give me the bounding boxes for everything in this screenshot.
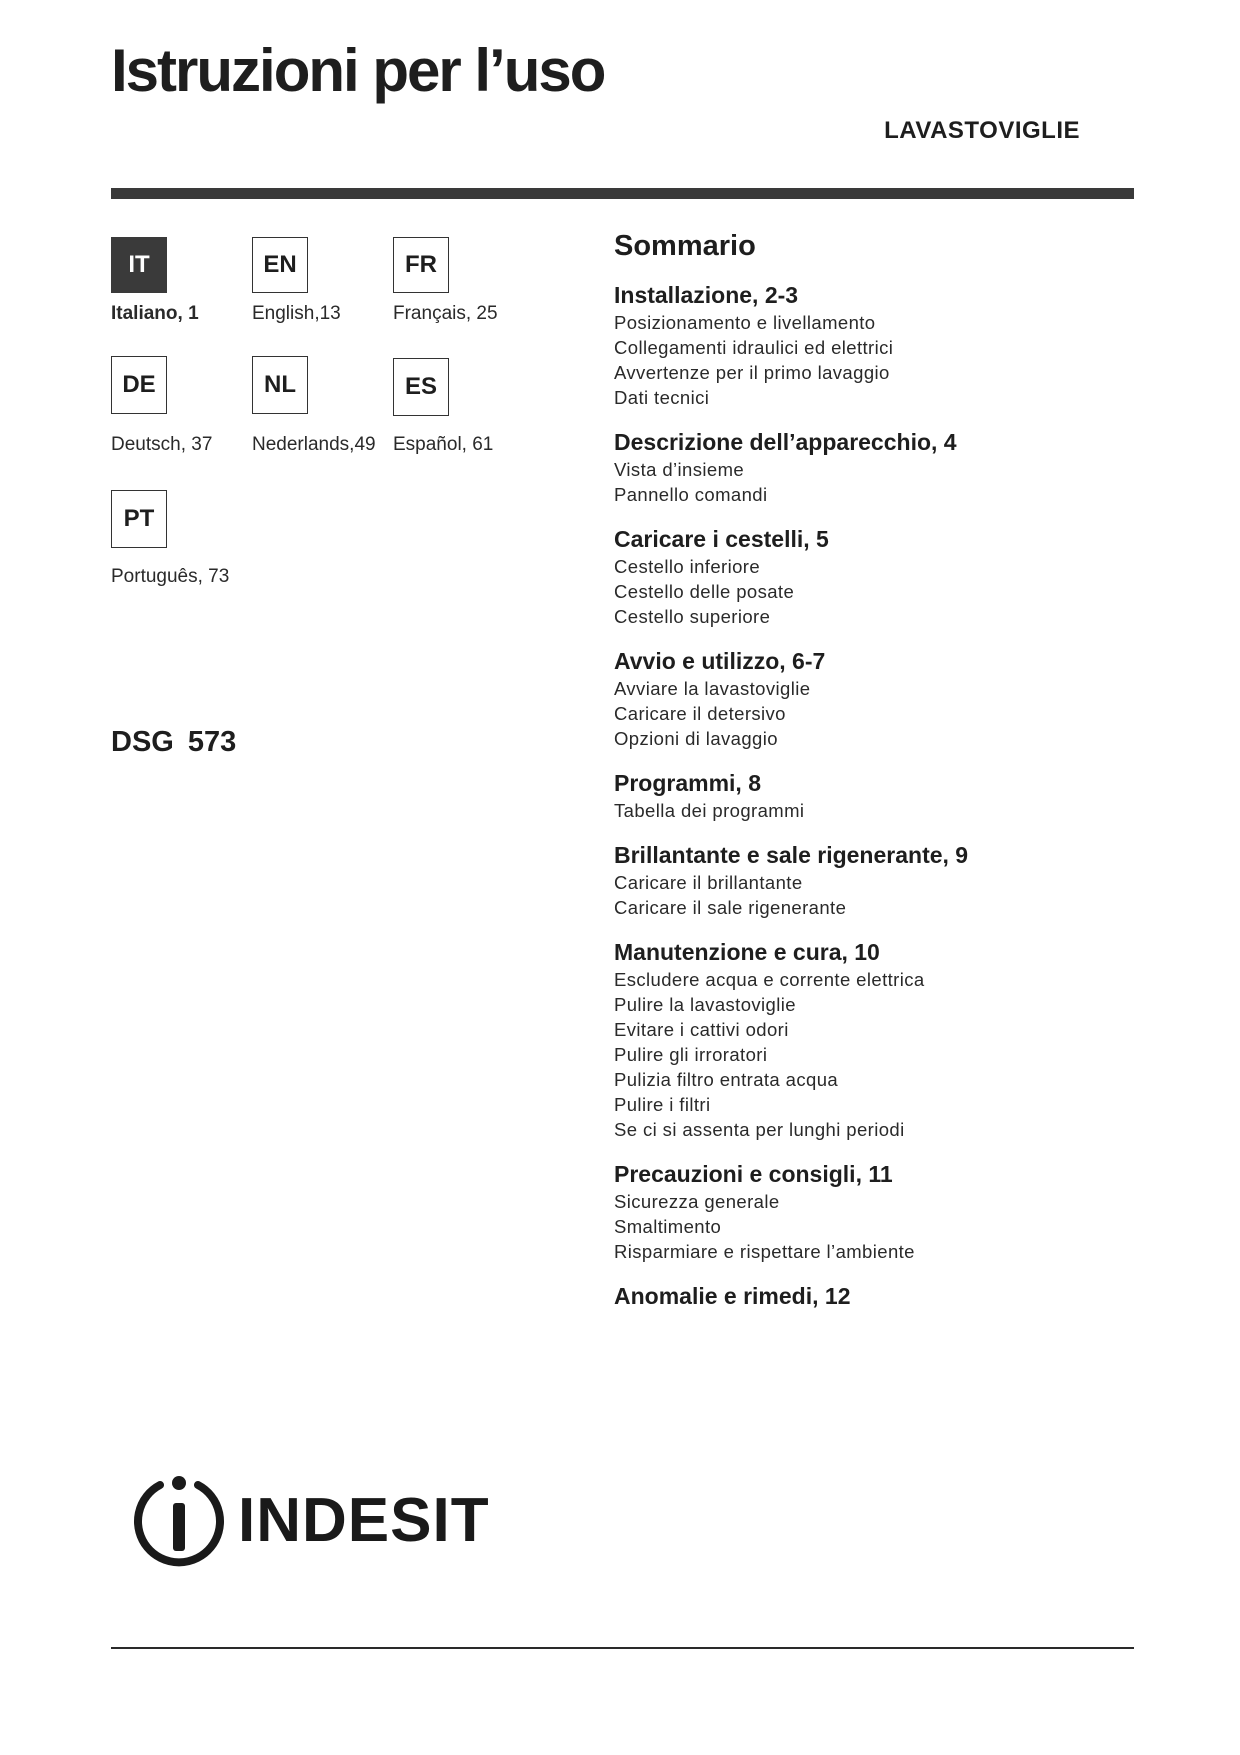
toc-section-title[interactable]: Anomalie e rimedi, 12 — [614, 1283, 851, 1309]
language-label: Nederlands,49 — [252, 434, 376, 455]
toc-item[interactable]: Escludere acqua e corrente elettrica — [614, 969, 925, 990]
language-code-box[interactable]: DE — [111, 356, 167, 414]
toc-section — [614, 281, 1134, 410]
toc-item[interactable]: Sicurezza generale — [614, 1191, 780, 1212]
language-nl[interactable] — [252, 356, 392, 456]
toc-section — [614, 1160, 1134, 1264]
toc-section-title[interactable]: Caricare i cestelli, 5 — [614, 526, 829, 552]
language-label: Español, 61 — [393, 434, 494, 455]
toc-item[interactable]: Vista d’insieme — [614, 459, 745, 480]
toc-item[interactable]: Avviare la lavastoviglie — [614, 678, 811, 699]
toc-item[interactable]: Caricare il brillantante — [614, 872, 803, 893]
footer-divider — [111, 1647, 1134, 1649]
toc-section — [614, 1282, 1134, 1311]
toc-item[interactable]: Pannello comandi — [614, 484, 768, 505]
language-it[interactable] — [111, 237, 251, 325]
page-title: Istruzioni per l’uso — [111, 37, 605, 104]
toc-section-title[interactable]: Installazione, 2-3 — [614, 282, 799, 308]
toc-item[interactable]: Pulizia filtro entrata acqua — [614, 1069, 839, 1090]
language-code-box[interactable]: ES — [393, 358, 449, 416]
language-de[interactable] — [111, 356, 251, 456]
toc-section — [614, 769, 1134, 823]
toc-item[interactable]: Se ci si assenta per lunghi periodi — [614, 1119, 905, 1140]
toc-section — [614, 841, 1134, 920]
language-es[interactable] — [393, 358, 533, 456]
toc-item[interactable]: Caricare il detersivo — [614, 703, 786, 724]
toc-section — [614, 428, 1134, 507]
language-code-box[interactable]: FR — [393, 237, 449, 293]
toc-section — [614, 525, 1134, 629]
brand-wordmark: INDESIT — [238, 1485, 490, 1555]
language-label: Français, 25 — [393, 303, 498, 324]
toc-item[interactable]: Cestello inferiore — [614, 556, 761, 577]
toc-item[interactable]: Cestello superiore — [614, 606, 771, 627]
toc-item[interactable]: Pulire gli irroratori — [614, 1044, 768, 1065]
language-label: Português, 73 — [111, 566, 230, 587]
language-label: Deutsch, 37 — [111, 434, 213, 455]
toc-item[interactable]: Caricare il sale rigenerante — [614, 897, 847, 918]
toc-section-title[interactable]: Manutenzione e cura, 10 — [614, 939, 880, 965]
model-number: DSG 573 — [111, 726, 237, 758]
language-code-box[interactable]: EN — [252, 237, 308, 293]
toc-item[interactable]: Collegamenti idraulici ed elettrici — [614, 337, 894, 358]
toc-item[interactable]: Avvertenze per il primo lavaggio — [614, 362, 890, 383]
language-code-box[interactable]: PT — [111, 490, 167, 548]
table-of-contents — [614, 230, 1134, 1329]
language-fr[interactable] — [393, 237, 533, 325]
language-label: Italiano, 1 — [111, 303, 199, 324]
toc-item[interactable]: Posizionamento e livellamento — [614, 312, 876, 333]
language-code-box[interactable]: NL — [252, 356, 308, 414]
toc-section — [614, 938, 1134, 1142]
toc-section — [614, 647, 1134, 751]
toc-section-title[interactable]: Precauzioni e consigli, 11 — [614, 1161, 893, 1187]
toc-item[interactable]: Dati tecnici — [614, 387, 710, 408]
language-en[interactable] — [252, 237, 392, 325]
toc-item[interactable]: Opzioni di lavaggio — [614, 728, 778, 749]
indesit-logo — [130, 1474, 490, 1566]
toc-item[interactable]: Risparmiare e rispettare l’ambiente — [614, 1241, 915, 1262]
toc-heading: Sommario — [614, 230, 756, 262]
toc-section-title[interactable]: Descrizione dell’apparecchio, 4 — [614, 429, 957, 455]
toc-section-title[interactable]: Programmi, 8 — [614, 770, 761, 796]
toc-item[interactable]: Smaltimento — [614, 1216, 722, 1237]
language-pt[interactable] — [111, 490, 251, 588]
toc-section-title[interactable]: Avvio e utilizzo, 6-7 — [614, 648, 826, 674]
toc-item[interactable]: Tabella dei programmi — [614, 800, 805, 821]
brand-i-icon — [130, 1471, 228, 1569]
toc-item[interactable]: Pulire la lavastoviglie — [614, 994, 796, 1015]
toc-item[interactable]: Pulire i filtri — [614, 1094, 711, 1115]
toc-item[interactable]: Cestello delle posate — [614, 581, 795, 602]
toc-item[interactable]: Evitare i cattivi odori — [614, 1019, 789, 1040]
header-divider — [111, 188, 1134, 199]
product-type: LAVASTOVIGLIE — [884, 117, 1080, 144]
toc-section-title[interactable]: Brillantante e sale rigenerante, 9 — [614, 842, 969, 868]
language-label: English,13 — [252, 303, 341, 324]
language-code-box[interactable]: IT — [111, 237, 167, 293]
